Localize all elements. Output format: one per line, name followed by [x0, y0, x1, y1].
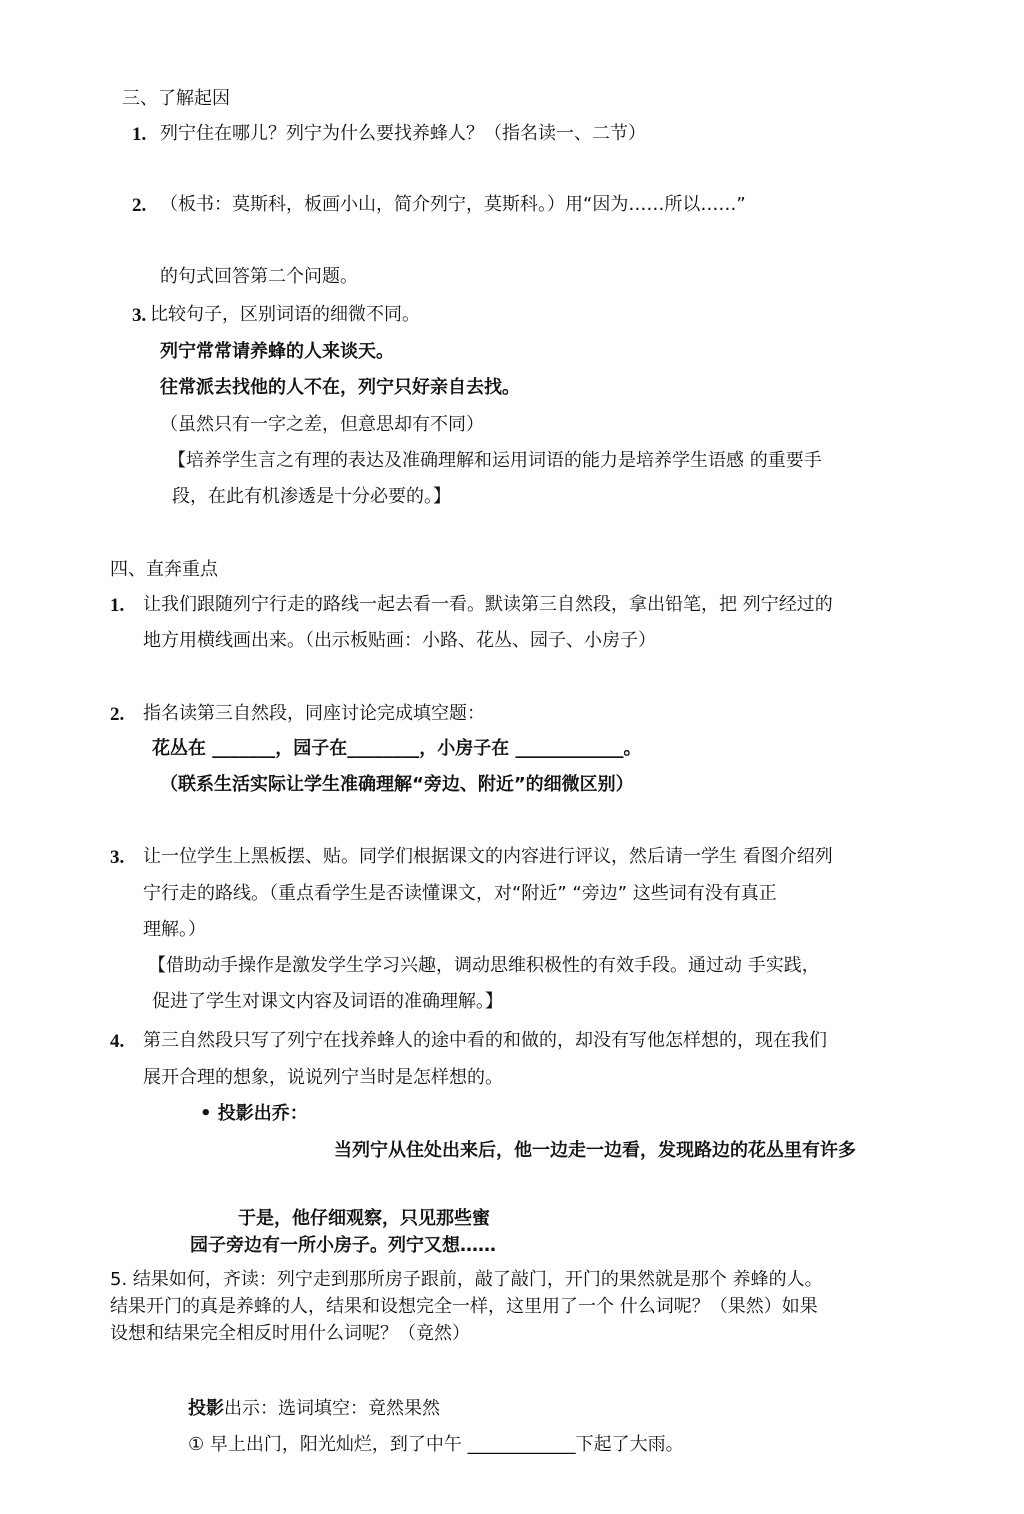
item-text: 宁行走的路线。（重点看学生是否读懂课文，对“附近” “旁边” 这些词有没有真正	[143, 883, 777, 904]
exercise-label	[188, 1400, 440, 1418]
exercise-label-bold: 投影	[188, 1398, 224, 1419]
item-text: 让一位学生上黑板摆、贴。同学们根据课文的内容进行评议，然后请一学生 看图介绍列	[143, 846, 833, 867]
section4-heading: 四、直奔重点	[110, 559, 218, 580]
example-sentence: 列宁常常请养蜂的人来谈天。	[160, 341, 394, 362]
item-text: 第三自然段只写了列宁在找养蜂人的途中看的和做的，却没有写他怎样想的，现在我们	[143, 1030, 827, 1051]
item-number: 1.	[110, 595, 125, 616]
question-text: 比较句子，区别词语的细微不同。	[150, 304, 420, 325]
item5-text: 结果开门的真是养蜂的人，结果和设想完全一样，这里用了一个 什么词呢？（果然）如果	[110, 1296, 818, 1317]
projection-text: 当列宁从住处出来后，他一边走一边看，发现路边的花丛里有许多	[334, 1140, 856, 1161]
fill-note: （联系生活实际让学生准确理解“旁边、附近”的细微区别）	[160, 774, 634, 795]
item-text: 指名读第三自然段，同座讨论完成填空题：	[143, 703, 485, 724]
fill-in-blank: 花丛在 _______，园子在________，小房子在 ____________。	[152, 738, 642, 759]
item-number: 2.	[132, 195, 147, 216]
item-text: 理解。）	[143, 919, 206, 940]
teaching-comment: 段，在此有机渗透是十分必要的。】	[172, 486, 451, 507]
exercise-label-rest: 出示：选词填空：竟然果然	[224, 1398, 440, 1419]
item-number: 3.	[132, 305, 147, 326]
item-number: 1.	[132, 124, 147, 145]
item-text: 地方用横线画出来。（出示板贴画：小路、花丛、园子、小房子）	[143, 630, 656, 651]
teaching-comment: 【培养学生言之有理的表达及准确理解和运用词语的能力是培养学生语感 的重要手	[168, 450, 822, 471]
teaching-comment: 【借助动手操作是激发学生学习兴趣，调动思维积极性的有效手段。通过动 手实践，	[148, 955, 820, 976]
projection-text: 园子旁边有一所小房子。列宁又想……	[190, 1235, 496, 1256]
exercise-item: ① 早上出门，阳光灿烂，到了中午 ____________下起了大雨。	[188, 1434, 684, 1455]
item-text: 展开合理的想象，说说列宁当时是怎样想的。	[143, 1067, 503, 1088]
item-number: 4.	[110, 1031, 125, 1052]
teaching-comment: 促进了学生对课文内容及词语的准确理解。】	[152, 991, 503, 1012]
item-number: 3.	[110, 847, 125, 868]
note-text: （虽然只有一字之差，但意思却有不同）	[160, 414, 484, 435]
projection-text: 于是，他仔细观察，只见那些蜜	[238, 1208, 490, 1229]
question-text: （板书：莫斯科，板画小山，简介列宁，莫斯科。）用“因为……所以……”	[160, 194, 746, 215]
item-number: 2.	[110, 704, 125, 725]
item5-text: 设想和结果完全相反时用什么词呢？（竟然）	[110, 1323, 470, 1344]
question-text: 列宁住在哪儿？列宁为什么要找养蜂人？（指名读一、二节）	[160, 123, 646, 144]
projection-label: • 投影出乔：	[200, 1103, 308, 1124]
item-text: 让我们跟随列宁行走的路线一起去看一看。默读第三自然段，拿出铅笔，把 列宁经过的	[143, 594, 833, 615]
item5-text: 5. 结果如何，齐读：列宁走到那所房子跟前，敲了敲门，开门的果然就是那个 养蜂的人。	[110, 1269, 823, 1290]
question-text-continued: 的句式回答第二个问题。	[160, 266, 358, 287]
section3-heading: 三、了解起因	[122, 88, 230, 109]
example-sentence: 往常派去找他的人不在，列宁只好亲自去找。	[160, 377, 520, 398]
